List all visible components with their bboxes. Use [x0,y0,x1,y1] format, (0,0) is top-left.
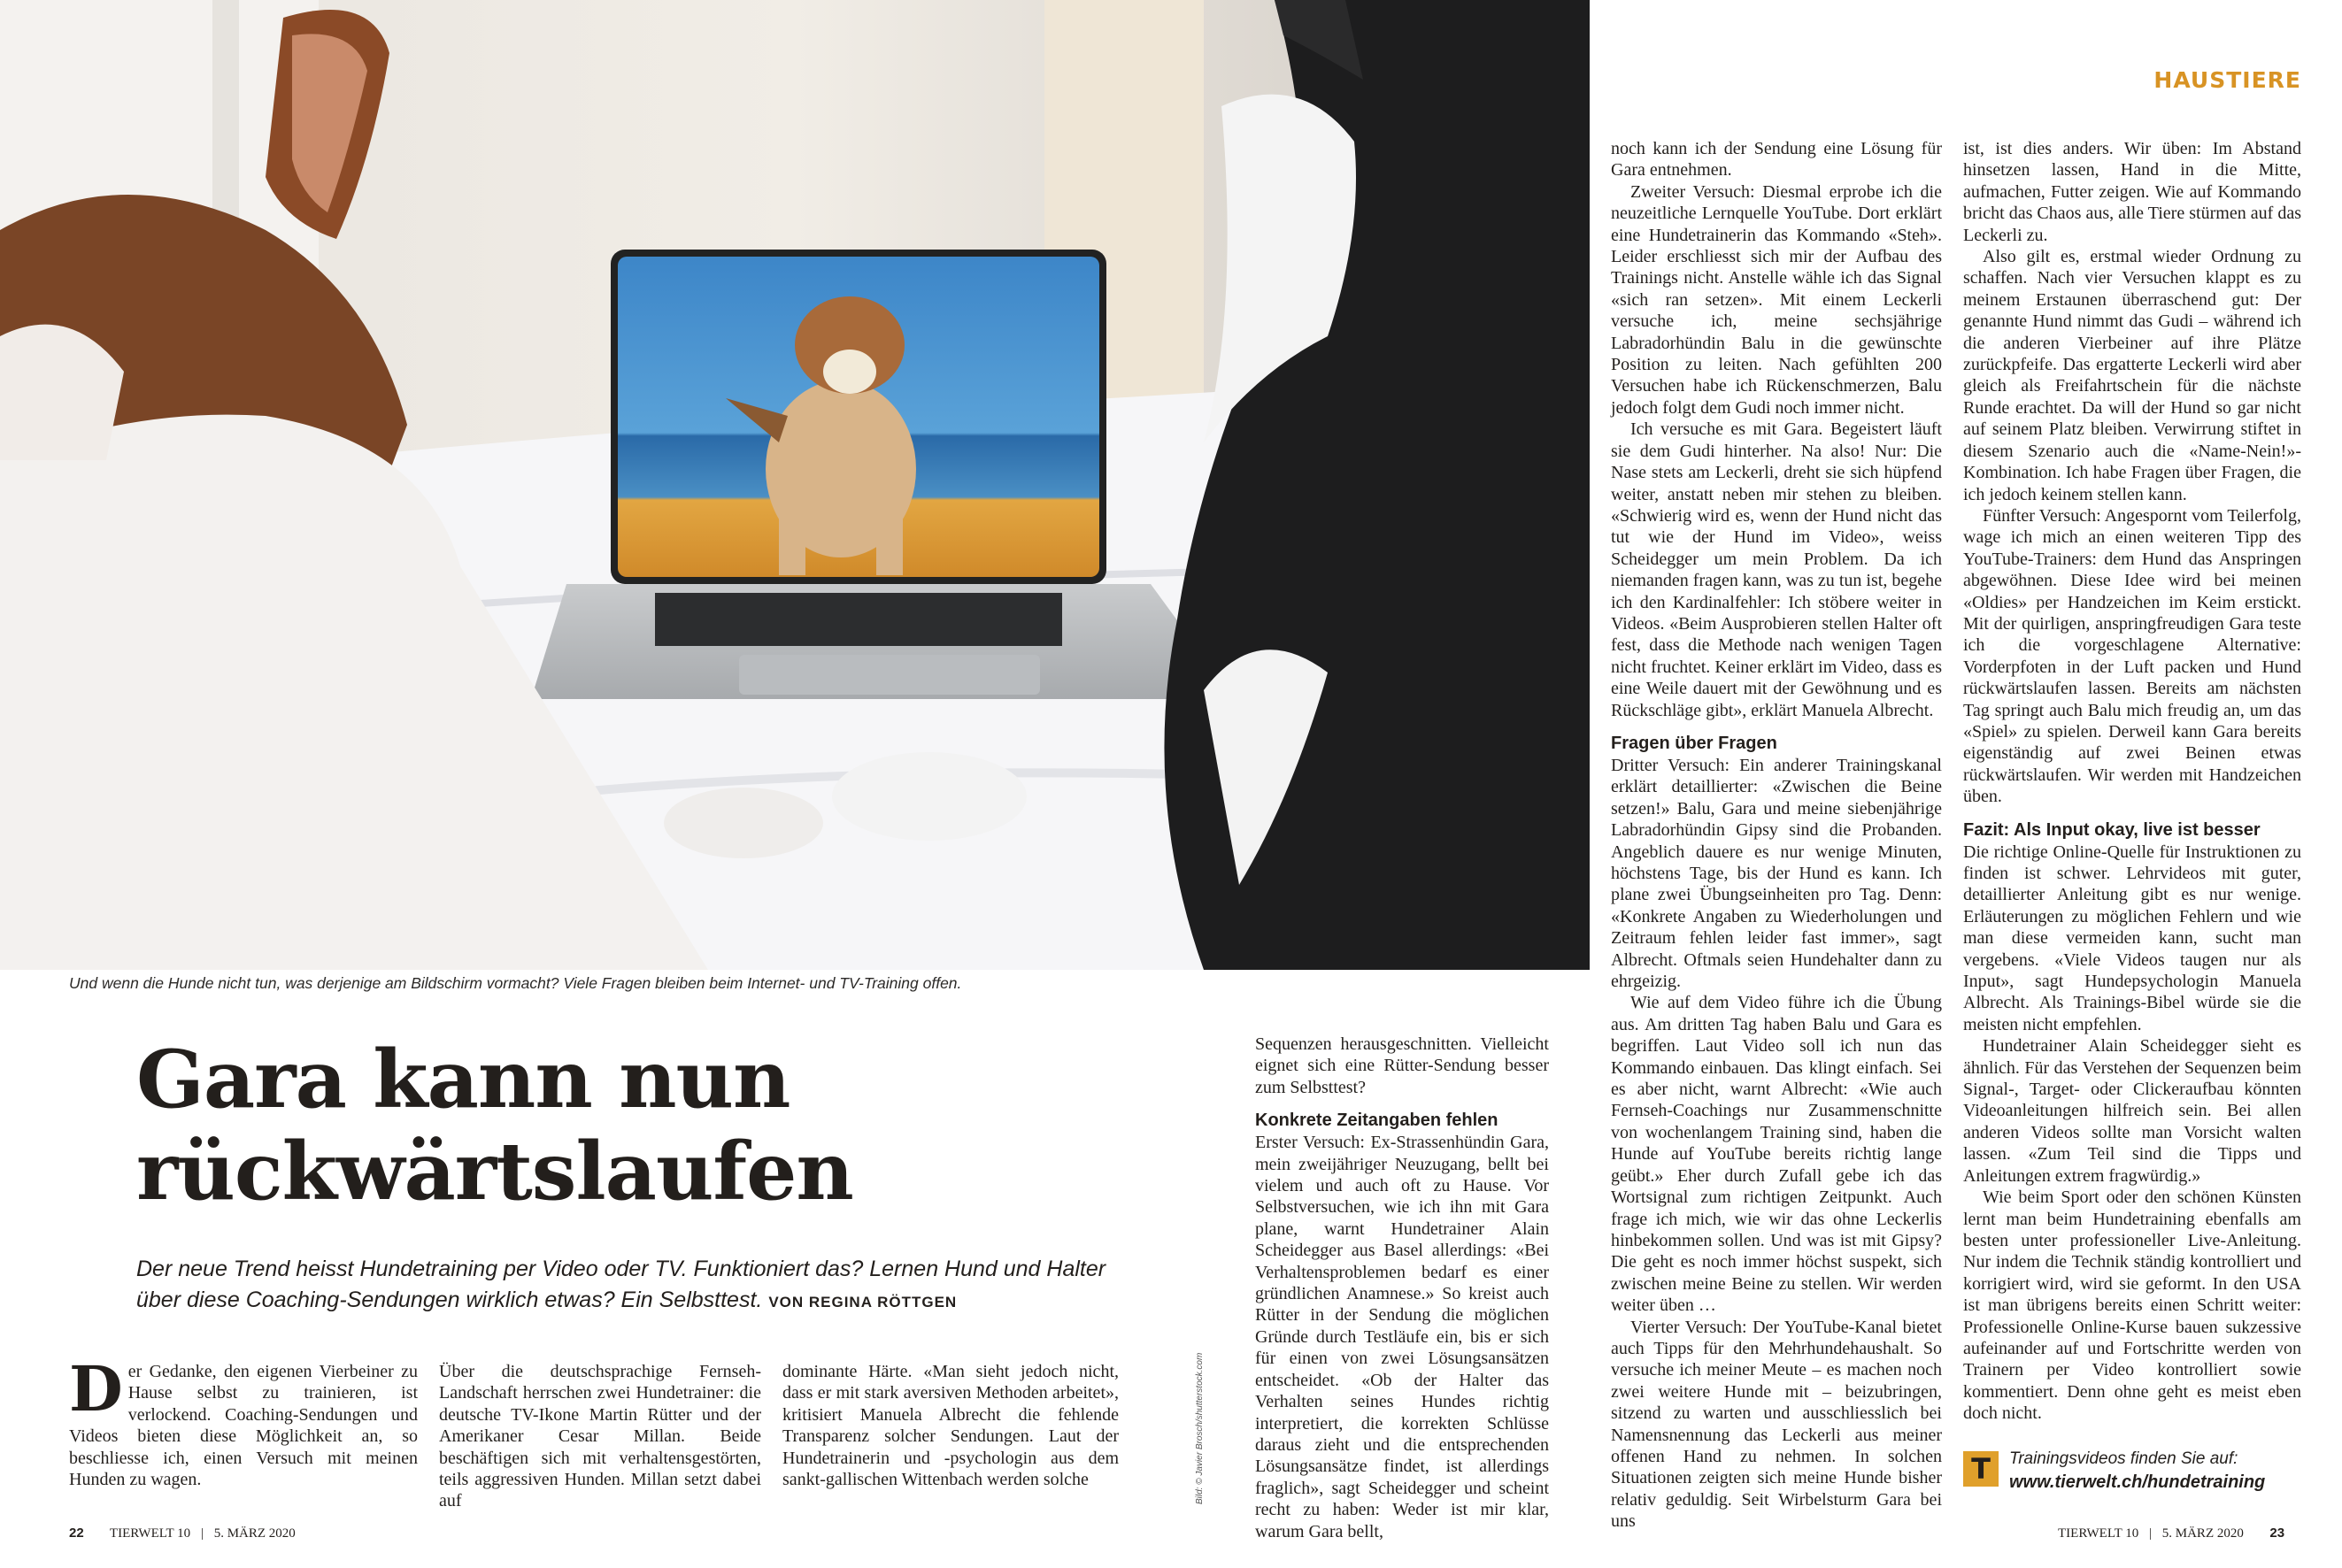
column-4 [1255,1034,1549,1542]
column-6-paragraph-5: Hundetrainer Alain Scheidegger sieht es ähnlich. Für das Verstehen der Sequenzen beim Signal-, Target- oder Clickeraufbau könnten Videoanleitungen hilfreich sein. Bei allen anderen Videos sollte man Vorsicht walten lassen. «Zum Teil sind die Tipps und Anleitungen extrem fragwürdig.» [1963,1036,2301,1186]
lead-text: Der neue Trend heisst Hundetraining per Video oder TV. Funktioniert das? Lernen Hund und Halter über diese Coaching-Sendungen wirklich etwas? Ein Selbsttest. [136,1257,1106,1312]
folio-divider-left: | [200,1526,204,1541]
column-6-paragraph-2: Also gilt es, erstmal wieder Ordnung zu schaffen. Nach vier Versuchen klappt es zu meinem Erstaunen überraschend gut: Der genannte Hund nimmt das Gudi – während ich die anderen Vierbeiner auf ihre Plätze zurückpfeife. Das ergatterte Leckerli wird aber gleich als Freifahrtschein für die nächste Runde erachtet. Da will der Hund so gar nicht auf seinem Platz bleiben. Verwirrung stiftet in diesem Szenario auch die «Name-Nein!»-Kombination. Ich habe Fragen über Fragen, die ich jedoch keinem stellen kann. [1963,247,2301,504]
column-5-paragraph-4: Dritter Versuch: Ein anderer Trainingskanal erklärt detaillierter: «Zwischen die Beine setzen!» Balu, Gara und meine siebenjährige Labradorhündin Gipsy sind die Probanden. Angeblich dauere es nur wenige Minuten, höchstens Tage, bis der Hund es kann. Ich plane zwei Übungseinheiten pro Tag. Denn: «Konkrete Angaben zu Wiederholungen und Zeitraum fehlen leider fast immer», sagt Albrecht. Oftmals seien Hundehalter dann zu ehrgeizig. [1611,755,1942,992]
column-2 [439,1361,761,1512]
column-6-paragraph-1: ist, ist dies anders. Wir üben: Im Abstand hinsetzen lassen, Hand in die Mitte, aufmachen, Futter zeigen. Wie auf Kommando bricht das Chaos aus, alle Tiere stürmen auf das Leckerli zu. [1963,139,2301,245]
folio-right [2058,1526,2284,1541]
section-label: HAUSTIERE [2153,67,2301,93]
page-number-right: 23 [2269,1526,2285,1541]
magazine-name-left: TIERWELT 10 [109,1526,191,1541]
column-6 [1963,138,2301,1425]
promo-box [2009,1448,2319,1494]
column-5-paragraph-6: Vierter Versuch: Der YouTube-Kanal bietet auch Tipps für den Mehrhundehaushalt. So versuche ich meiner Meute – es machen noch zwei weitere Hunde mit – beizubringen, sitzend zu warten und ausschliesslich bei Namensnennung das Leckerli aus meiner offenen Hand zu nehmen. In solchen Situationen zeigten sich meine Hunde bisher relativ geduldig. Seit Wirbelsturm Gara bei uns [1611,1317,1942,1532]
page-number-left: 22 [69,1526,84,1541]
column-5-paragraph-1: noch kann ich der Sendung eine Lösung für Gara entnehmen. [1611,139,1942,181]
column-5 [1611,138,1942,1533]
photo-caption: Und wenn die Hunde nicht tun, was derjenige am Bildschirm vormacht? Viele Fragen bleiben beim Internet- und TV-Training offen. [69,974,962,992]
folio-divider-right: | [2149,1526,2153,1541]
promo-text: Trainingsvideos finden Sie auf: [2009,1449,2238,1468]
column-4-paragraph-1: Sequenzen herausgeschnitten. Vielleicht eignet sich eine Rütter-Sendung besser zum Selbsttest? [1255,1034,1549,1097]
dropcap: D [69,1352,123,1426]
column-5-paragraph-2: Zweiter Versuch: Diesmal erprobe ich die neuzeitliche Lernquelle YouTube. Dort erklärt eine Hundetrainerin das Kommando «Steh». Leider erschliesst sich mir der Aufbau des Trainings nicht. Anstelle wähle ich das Signal «sich ran setzen». Mit einem Leckerli versuche ich, meine sechsjährige Labradorhündin Balu in die gewünschte Position zu leiten. Nach gefühlten 200 Versuchen habe ich Rückenschmerzen, Balu jedoch folgt dem Gudi noch immer nicht. [1611,181,1942,418]
column-6-paragraph-6: Wie beim Sport oder den schönen Künsten lernt man beim Hundetraining ebenfalls am besten unter professioneller Live-Anleitung. Nur indem die Technik ständig kontrolliert und korrigiert wird, wird sie geformt. In den USA ist man übrigens bereits einen Schritt weiter: Professionelle Online-Kurse bauen sukzessive aufeinander auf und Fortschritte werden von Trainern per Video kontrolliert sowie kommentiert. Denn ohne geht es meist eben doch nicht. [1963,1188,2301,1424]
headline-line-1: Gara kann nun [136,1033,790,1126]
issue-date-left: 5. MÄRZ 2020 [213,1526,296,1541]
column-6-paragraph-3: Fünfter Versuch: Angespornt vom Teilerfolg, wage ich mich an einen weiteren Tipp des YouTube-Trainers: dem Hund das Anspringen abgewöhnen. Diese Idee wird bei meinen «Oldies» per Handzeichen im Keim erstickt. Mit der quirligen, anspringfreudigen Gara teste ich die vorgeschlagene Alternative: Vorderpfoten in der Luft packen und Hund rückwärtslaufen lassen. Bereits am nächsten Tag springt auch Balu mich freudig an, um das «Spiel» zu spielen. Derweil kann Gara bereits eigenständig auf zwei Beinen etwas rückwärtslaufen. Wir werden mit Handzeichen üben. [1963,505,2301,807]
subheading-fazit: Fazit: Als Input okay, live ist besser [1963,819,2261,840]
photo-credit: Bild: © Javier Brosch/shutterstock.com [1195,1352,1205,1504]
column-5-paragraph-3: Ich versuche es mit Gara. Begeistert läuft sie dem Gudi hinterher. Na also! Nur: Die Nase stets am Leckerli, dreht sie sich hüpfend weiter, anstatt neben mir stehen zu bleiben. «Schwierig wird es, wenn der Hund nicht das tut wie der Hund im Video», weiss Scheidegger um mein Problem. Da ich niemanden fragen kann, was zu tun ist, begehe ich den Kardinalfehler: Ich stöbere weiter in Videos. «Beim Ausprobieren stellen Halter oft fest, dass die Methode nach wenigen Tagen nicht fruchtet. Keiner erklärt im Video, dass es eine Weile dauert mit der Gewöhnung und es Rückschläge gibt», erklärt Manuela Albrecht. [1611,419,1942,720]
column-6-paragraph-4: Die richtige Online-Quelle für Instruktionen zu finden ist schwer. Lehrvideos mit guter, detaillierter Anleitung gibt es nur wenige. Erläuterungen zu möglichen Fehlern und wie man diese vermeiden kann, sucht man vergebens. «Viele Videos taugen nur als Input», sagt Hundepsychologin Manuela Albrecht. Als Trainings-Bibel würde sie die meisten nicht empfehlen. [1963,842,2301,1034]
byline: VON REGINA RÖTTGEN [768,1294,958,1311]
hero-photo [0,0,1590,970]
dogs-watching-laptop-illustration [0,0,1590,970]
column-2-paragraph: Über die deutschsprachige Fernseh-Landschaft herrschen zwei Hundetrainer: die deutsche TV-Ikone Martin Rütter und der Amerikaner Cesar Millan. Beide beschäftigen sich mit verhaltensgestörten, teils aggressiven Hunden. Millan setzt dabei auf [439,1362,761,1511]
column-3-paragraph: dominante Härte. «Man sieht jedoch nicht, dass er mit stark aversiven Methoden arbeitet», kritisiert Manuela Albrecht die fehlende Transparenz solcher Sendungen. Laut der Hundetrainerin und -psychologin aus dem sankt-gallischen Wittenbach werden solche [782,1362,1119,1490]
promo-link[interactable]: www.tierwelt.ch/hundetraining [2009,1472,2266,1492]
column-5-paragraph-5: Wie auf dem Video führe ich die Übung aus. Am dritten Tag haben Balu und Gara es begriffen. Laut Video soll ich nun das Kommando einbauen. Das klingt einfach. Sei es aber nicht, warnt Albrecht: «Wie auch Fernseh-Coachings nur Zusammenschnitte von wochenlangem Training sind, haben die Hunde auf YouTube bereits richtig lange geübt.» Eher durch Zufall gebe ich das Wortsignal zum richtigen Zeitpunkt. Auch frage ich mich, wie wir das ohne Leckerlis hinbekommen sollen. Und was ist mit Gipsy? Die geht es noch immer höchst suspekt, sich zwischen meine Beine zu stellen. Wir werden weiter üben … [1611,993,1942,1316]
subheading-konkrete-zeitangaben: Konkrete Zeitangaben fehlen [1255,1111,1498,1131]
column-1 [69,1352,418,1490]
headline-line-2: rückwärtslaufen [136,1125,853,1218]
magazine-name-right: TIERWELT 10 [2058,1526,2139,1541]
column-1-text: er Gedanke, den eigenen Vierbeiner zu Hause selbst zu trainieren, ist verlockend. Coaching-Sendungen und Videos bieten diese Möglichkeit an, so beschliesse ich, einen Versuch mit meinen Hunden zu wagen. [69,1362,418,1490]
tierwelt-logo-icon: T [1963,1451,1999,1487]
subheading-fragen-ueber-fragen: Fragen über Fragen [1611,733,1777,753]
article-headline [136,1034,1198,1218]
article-lead [136,1254,1110,1318]
column-1-paragraph [69,1352,418,1490]
column-4-paragraph-2: Erster Versuch: Ex-Strassenhündin Gara, mein zweijähriger Neuzugang, bellt bei vielem und auch oft zu Hause. Vor Selbstversuchen, wie ich ihn mit Gara plane, warnt Hundetrainer Alain Scheidegger aus Basel allerdings: «Bei Verhaltensproblemen bedarf es einer gründlichen Anamnese.» So kreist auch Rütter in der Sendung die möglichen Gründe durch Testläufe ein, bis er sich für einen von zwei Lösungsansätzen entscheidet. «Ob der Halter das Verhalten seines Hundes richtig interpretiert, die korrekten Schlüsse daraus zieht und die entsprechenden Lösungsansätze findet, ist allerdings fraglich», sagt Scheidegger und scheint recht zu haben: Weder ist mir klar, warum Gara bellt, [1255,1133,1549,1541]
folio-left [69,1526,296,1541]
issue-date-right: 5. MÄRZ 2020 [2161,1526,2244,1541]
column-3 [782,1361,1119,1490]
